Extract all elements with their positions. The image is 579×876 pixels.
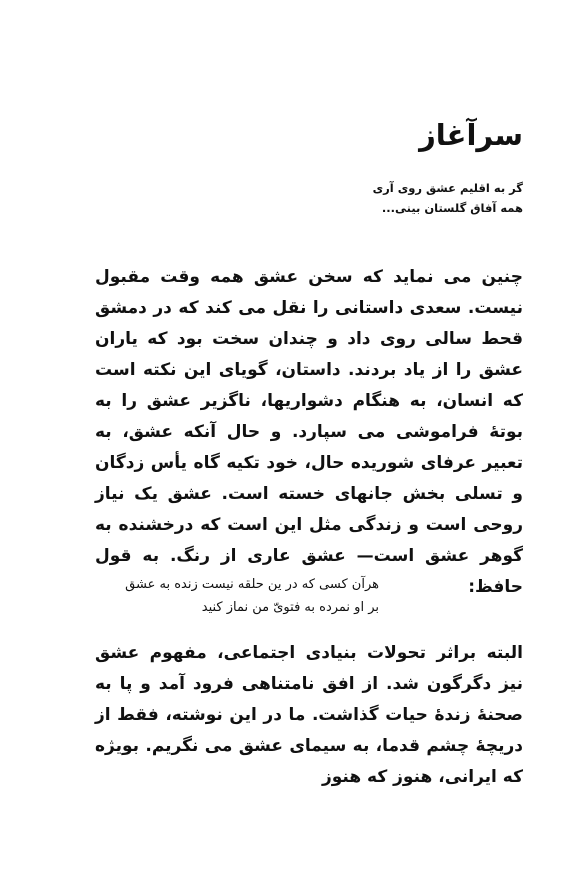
epigraph-line: همه آفاق گلستان بینی... bbox=[381, 201, 523, 215]
chapter-title: سرآغاز bbox=[419, 118, 523, 152]
paragraph-2: البته براثر تحولات بنیادی اجتماعی، مفهوم عشق نیز دگرگون شد. از افق نامتناهی فرود آمد و پا به صحنهٔ زندهٔ حیات گذاشت. ما در این نوشته، فقط از دریچهٔ چشم قدما، به سیمای عشق می نگریم. بویژه که ایرانی، هنوز که هنوز bbox=[95, 643, 523, 787]
poem-line: هرآن کسی که در ین حلقه نیست زنده به عشق bbox=[125, 577, 379, 592]
epigraph bbox=[373, 178, 523, 218]
paragraph-1: چنین می نماید که سخن عشق همه وقت مقبول نیست. سعدی داستانی را نقل می کند که در دمشق قحط سالی روی داد و چندان سخت بود که یاران عشق را از یاد بردند. داستان، گویای این نکته است که انسان، به هنگام دشواریها، ناگزیر عشق را به بوتهٔ فراموشی می سپارد. و حال آنکه عشق، به تعبیر عرفای شوریده حال، خود تکیه گاه یأس زدگان و تسلی بخش جانهای خسته است. عشق یک نیاز روحی است و زندگی مثل این است که درخشنده به گوهر عشق است— عشق عاری از رنگ. به قول حافظ: bbox=[95, 267, 523, 597]
poem-line: بر او نمرده به فتویّ من نماز کنید bbox=[201, 600, 379, 615]
epigraph-line: گر به اقلیم عشق روی آری bbox=[372, 181, 523, 195]
poem-quote bbox=[125, 573, 379, 619]
